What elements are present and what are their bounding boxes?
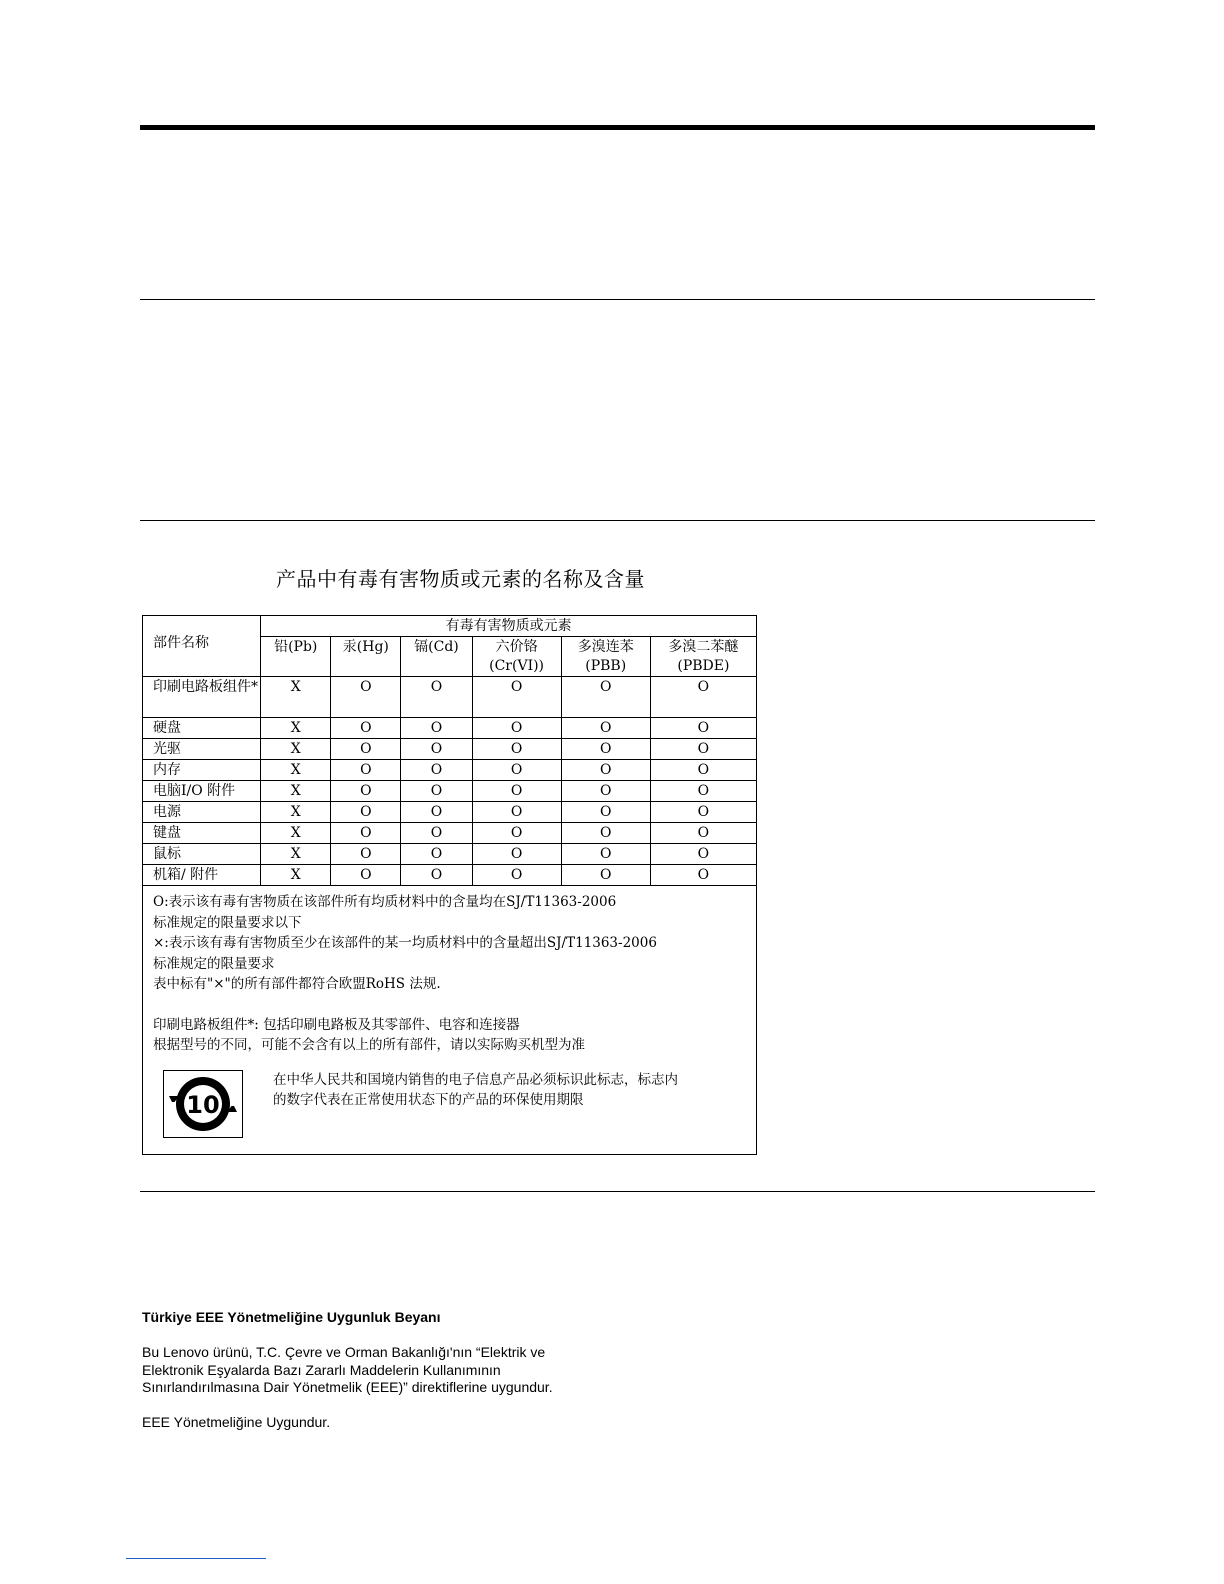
substance-value-cell: X bbox=[261, 802, 331, 823]
turkey-eee-title: Türkiye EEE Yönetmeliğine Uygunluk Beyanı bbox=[142, 1309, 441, 1325]
substance-value-cell: O bbox=[650, 739, 756, 760]
top-thick-rule bbox=[140, 125, 1095, 130]
substance-value-cell: O bbox=[561, 865, 650, 886]
substance-value-cell: X bbox=[261, 718, 331, 739]
substance-value-cell: O bbox=[472, 718, 561, 739]
substance-value-cell: O bbox=[401, 802, 472, 823]
substance-header: 铅(Pb) bbox=[261, 637, 331, 677]
substance-value-cell: O bbox=[561, 802, 650, 823]
substance-value-cell: O bbox=[472, 823, 561, 844]
substance-value-cell: O bbox=[650, 760, 756, 781]
table-row bbox=[143, 802, 757, 823]
substance-value-cell: X bbox=[261, 677, 331, 718]
substance-value-cell: O bbox=[650, 802, 756, 823]
substance-value-cell: O bbox=[401, 677, 472, 718]
part-name-cell: 硬盘 bbox=[143, 718, 261, 739]
substance-value-cell: O bbox=[472, 677, 561, 718]
substance-value-cell: O bbox=[331, 739, 401, 760]
pcb-note-line: 根据型号的不同，可能不会含有以上的所有部件，请以实际购买机型为准 bbox=[153, 1037, 585, 1053]
note-line: O:表示该有毒有害物质在该部件所有均质材料中的含量均在SJ/T11363-2006 bbox=[153, 894, 617, 910]
part-name-cell: 键盘 bbox=[143, 823, 261, 844]
substance-value-cell: O bbox=[331, 844, 401, 865]
substance-value-cell: O bbox=[561, 844, 650, 865]
substance-value-cell: O bbox=[650, 823, 756, 844]
substance-header: 汞(Hg) bbox=[331, 637, 401, 677]
table-row bbox=[143, 739, 757, 760]
substance-value-cell: X bbox=[261, 760, 331, 781]
substance-header: 镉(Cd) bbox=[401, 637, 472, 677]
section-divider-2 bbox=[140, 520, 1095, 521]
table-row bbox=[143, 718, 757, 739]
substance-value-cell: O bbox=[561, 739, 650, 760]
hazardous-substances-table bbox=[142, 615, 757, 1155]
substance-value-cell: O bbox=[472, 865, 561, 886]
substance-value-cell: O bbox=[650, 718, 756, 739]
substance-value-cell: X bbox=[261, 781, 331, 802]
substance-value-cell: O bbox=[472, 781, 561, 802]
turkey-eee-conclusion: EEE Yönetmeliğine Uygundur. bbox=[142, 1414, 331, 1430]
substance-header: 六价铬 (Cr(VI)) bbox=[472, 637, 561, 677]
substance-value-cell: O bbox=[472, 760, 561, 781]
substance-value-cell: O bbox=[650, 865, 756, 886]
note-line: 标准规定的限量要求 bbox=[153, 955, 275, 972]
part-name-cell: 鼠标 bbox=[143, 844, 261, 865]
substance-value-cell: O bbox=[331, 865, 401, 886]
substance-header: 多溴二苯醚 (PBDE) bbox=[650, 637, 756, 677]
efup-logo bbox=[163, 1070, 243, 1138]
substance-value-cell: O bbox=[561, 823, 650, 844]
substance-value-cell: O bbox=[401, 844, 472, 865]
substance-value-cell: X bbox=[261, 823, 331, 844]
table-row bbox=[143, 760, 757, 781]
note-line: 标准规定的限量要求以下 bbox=[153, 914, 302, 931]
note-line: ×:表示该有毒有害物质至少在该部件的某一均质材料中的含量超出SJ/T11363-2006 bbox=[153, 935, 657, 951]
part-name-cell: 电脑I/O 附件 bbox=[143, 781, 261, 802]
substance-value-cell: O bbox=[401, 823, 472, 844]
table-row bbox=[143, 865, 757, 886]
note-line: 表中标有"×"的所有部件都符合欧盟RoHS 法规. bbox=[153, 976, 441, 992]
substance-value-cell: O bbox=[401, 739, 472, 760]
substance-value-cell: O bbox=[401, 865, 472, 886]
substance-group-header: 有毒有害物质或元素 bbox=[261, 616, 757, 637]
part-name-cell: 内存 bbox=[143, 760, 261, 781]
substance-value-cell: O bbox=[331, 677, 401, 718]
substance-value-cell: O bbox=[401, 760, 472, 781]
part-name-cell: 印刷电路板组件* bbox=[143, 677, 261, 718]
table-row bbox=[143, 823, 757, 844]
substance-value-cell: X bbox=[261, 865, 331, 886]
substance-value-cell: O bbox=[331, 760, 401, 781]
substance-value-cell: O bbox=[401, 781, 472, 802]
substance-value-cell: O bbox=[561, 781, 650, 802]
substance-value-cell: O bbox=[331, 823, 401, 844]
substance-value-cell: O bbox=[472, 739, 561, 760]
turkey-eee-body: Bu Lenovo ürünü, T.C. Çevre ve Orman Bakanlığı'nın “Elektrik ve Elektronik Eşyalarda Bazı Zararlı Maddelerin Kullanımının Sınırlandırılmasına Dair Yönetmelik (EEE)” direktiflerine uygundur. bbox=[142, 1344, 553, 1395]
part-name-cell: 机箱/ 附件 bbox=[143, 865, 261, 886]
part-name-header: 部件名称 bbox=[143, 616, 261, 677]
substance-header: 多溴连苯 (PBB) bbox=[561, 637, 650, 677]
efup-description: 在中华人民共和国境内销售的电子信息产品必须标识此标志，标志内 的数字代表在正常使用状态下的产品的环保使用期限 bbox=[273, 1071, 678, 1108]
table-row bbox=[143, 781, 757, 802]
china-rohs-title: 产品中有毒有害物质或元素的名称及含量 bbox=[276, 567, 645, 591]
efup-number: 10 bbox=[186, 1090, 220, 1119]
table-row bbox=[143, 677, 757, 718]
substance-value-cell: O bbox=[331, 781, 401, 802]
table-row bbox=[143, 844, 757, 865]
substance-value-cell: O bbox=[650, 844, 756, 865]
substance-value-cell: X bbox=[261, 844, 331, 865]
substance-value-cell: O bbox=[401, 718, 472, 739]
substance-value-cell: O bbox=[331, 802, 401, 823]
part-name-cell: 电源 bbox=[143, 802, 261, 823]
recycle-period-icon bbox=[168, 1074, 238, 1134]
substance-value-cell: O bbox=[472, 802, 561, 823]
footer-link-rule bbox=[126, 1558, 266, 1559]
substance-value-cell: O bbox=[561, 760, 650, 781]
section-divider-3 bbox=[140, 1191, 1095, 1192]
substance-value-cell: O bbox=[561, 677, 650, 718]
table-notes bbox=[143, 886, 757, 1155]
substance-value-cell: O bbox=[650, 677, 756, 718]
substance-value-cell: O bbox=[650, 781, 756, 802]
substance-value-cell: O bbox=[331, 718, 401, 739]
substance-value-cell: X bbox=[261, 739, 331, 760]
pcb-note-line: 印刷电路板组件*: 包括印刷电路板及其零部件、电容和连接器 bbox=[153, 1016, 520, 1033]
section-divider-1 bbox=[140, 299, 1095, 300]
substance-value-cell: O bbox=[472, 844, 561, 865]
part-name-cell: 光驱 bbox=[143, 739, 261, 760]
substance-value-cell: O bbox=[561, 718, 650, 739]
